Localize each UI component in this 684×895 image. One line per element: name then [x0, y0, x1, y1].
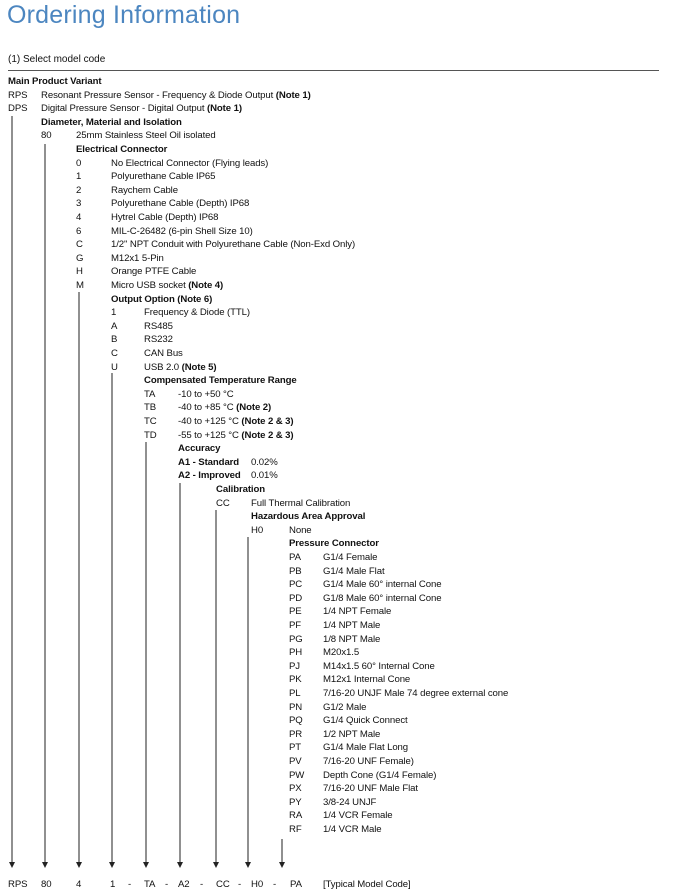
pressure-code: PD: [289, 592, 303, 604]
note-ref: (Note 2 & 3): [238, 416, 294, 427]
electrical-code: G: [76, 252, 84, 264]
electrical-description: Micro USB socket (Note 4): [111, 280, 224, 291]
output-code: C: [111, 348, 118, 359]
typical-code-part: 4: [76, 879, 82, 890]
pressure-description: G1/8 Male 60° internal Cone: [323, 592, 442, 604]
electrical-code: 2: [76, 184, 82, 196]
pressure-description: 7/16-20 UNF Male Flat: [323, 783, 418, 795]
section-heading-pressure: Pressure Connector: [289, 538, 379, 550]
temperature-code: TD: [144, 429, 157, 441]
pressure-code: PG: [289, 633, 303, 645]
pressure-description: 1/8 NPT Male: [323, 633, 381, 645]
pressure-code: PX: [289, 783, 302, 795]
arrow-head-icon: [143, 862, 149, 868]
typical-code-part: 80: [41, 879, 52, 890]
pressure-description: 7/16-20 UNJF Male 74 degree external cone: [323, 688, 509, 699]
arrow-head-icon: [213, 862, 219, 868]
arrow-head-icon: [76, 862, 82, 868]
section-heading-temperature: Compensated Temperature Range: [144, 375, 297, 387]
variant-code: DPS: [8, 103, 28, 115]
output-description: Frequency & Diode (TTL): [144, 307, 250, 319]
note-ref: (Note 2 & 3): [238, 429, 294, 441]
calibration-description: Full Thermal Calibration: [251, 497, 351, 509]
code-separator: -: [128, 879, 132, 890]
pressure-description: G1/4 Quick Connect: [323, 715, 408, 727]
pressure-code: PR: [289, 728, 303, 740]
section-heading-output: Output Option (Note 6): [111, 293, 213, 305]
arrow-head-icon: [42, 862, 48, 868]
code-separator: -: [165, 879, 169, 890]
section-heading-calibration: Calibration: [216, 484, 266, 495]
output-description: CAN Bus: [144, 348, 183, 359]
note-ref: (Note 1): [273, 89, 311, 101]
output-code: U: [111, 361, 118, 373]
typical-code-part: RPS: [8, 879, 28, 890]
output-code: B: [111, 334, 118, 346]
pressure-code: PN: [289, 701, 303, 713]
typical-code-part: A2: [178, 879, 190, 890]
arrow-head-icon: [279, 862, 285, 868]
calibration-code: CC: [216, 497, 230, 509]
variant-description: Digital Pressure Sensor - Digital Output (Note 1): [41, 103, 242, 115]
typical-model-code-label: [Typical Model Code]: [323, 879, 411, 890]
pressure-description: G1/4 Male 60° internal Cone: [323, 579, 442, 591]
accuracy-description: 0.01%: [251, 470, 278, 482]
temperature-description: -10 to +50 °C: [178, 388, 234, 400]
accuracy-description: 0.02%: [251, 456, 278, 468]
typical-code-part: H0: [251, 879, 264, 890]
pressure-code: RA: [289, 810, 303, 822]
arrow-head-icon: [109, 862, 115, 868]
temperature-code: TA: [144, 388, 156, 400]
variant-description: Resonant Pressure Sensor - Frequency & Diode Output (Note 1): [41, 89, 311, 101]
typical-code-part: CC: [216, 879, 230, 890]
section-heading-diameter: Diameter, Material and Isolation: [41, 116, 182, 128]
arrow-head-icon: [9, 862, 15, 868]
electrical-description: Orange PTFE Cable: [111, 266, 197, 278]
pressure-description: 7/16-20 UNF Female): [323, 756, 414, 767]
pressure-code: PE: [289, 606, 302, 618]
hazard-code: H0: [251, 524, 264, 536]
section-heading-electrical: Electrical Connector: [76, 144, 168, 155]
pressure-description: M20x1.5: [323, 647, 360, 659]
pressure-description: 1/2 NPT Male: [323, 728, 381, 740]
pressure-description: 1/4 NPT Female: [323, 606, 392, 618]
pressure-description: Depth Cone (G1/4 Female): [323, 769, 437, 781]
electrical-description: MIL-C-26482 (6-pin Shell Size 10): [111, 225, 253, 237]
code-separator: -: [273, 879, 277, 890]
pressure-description: M14x1.5 60° Internal Cone: [323, 660, 435, 672]
typical-code-part: PA: [290, 879, 302, 890]
pressure-code: PV: [289, 756, 302, 767]
temperature-description: -40 to +125 °C (Note 2 & 3): [178, 416, 294, 427]
electrical-description: 1/2" NPT Conduit with Polyurethane Cable (Non-Exd Only): [111, 239, 356, 251]
output-code: A: [111, 320, 118, 332]
pressure-code: PA: [289, 552, 301, 563]
code-separator: -: [238, 879, 242, 890]
typical-code-part: 1: [110, 879, 116, 890]
typical-code-part: TA: [144, 879, 156, 890]
pressure-description: G1/2 Male: [323, 701, 367, 713]
pressure-description: G1/4 Male Flat Long: [323, 742, 409, 754]
pressure-description: 1/4 NPT Male: [323, 620, 381, 631]
temperature-description: -40 to +85 °C (Note 2): [178, 402, 272, 414]
pressure-description: G1/4 Female: [323, 552, 378, 563]
select-model-label: (1) Select model code: [8, 54, 106, 65]
electrical-description: Raychem Cable: [111, 184, 178, 196]
pressure-description: M12x1 Internal Cone: [323, 674, 411, 686]
accuracy-code: A2 - Improved: [178, 470, 241, 482]
pressure-code: RF: [289, 824, 302, 835]
electrical-code: 0: [76, 157, 82, 169]
note-ref: (Note 2): [233, 402, 272, 414]
temperature-code: TC: [144, 416, 157, 427]
pressure-code: PT: [289, 742, 302, 754]
pressure-description: 3/8-24 UNJF: [323, 796, 377, 808]
arrow-head-icon: [177, 862, 183, 868]
electrical-code: 3: [76, 198, 82, 210]
diameter-code: 80: [41, 130, 52, 142]
pressure-code: PJ: [289, 660, 300, 672]
note-ref: (Note 1): [204, 103, 242, 115]
pressure-description: 1/4 VCR Male: [323, 824, 382, 835]
pressure-description: 1/4 VCR Female: [323, 810, 393, 822]
output-code: 1: [111, 307, 117, 319]
pressure-description: G1/4 Male Flat: [323, 565, 385, 577]
electrical-code: H: [76, 266, 83, 278]
electrical-description: Polyurethane Cable IP65: [111, 171, 216, 183]
electrical-code: 6: [76, 225, 82, 237]
section-heading-accuracy: Accuracy: [178, 443, 221, 455]
output-description: RS485: [144, 320, 173, 332]
output-description: USB 2.0 (Note 5): [144, 361, 217, 373]
accuracy-code: A1 - Standard: [178, 456, 240, 468]
pressure-code: PY: [289, 796, 302, 808]
electrical-description: Polyurethane Cable (Depth) IP68: [111, 198, 250, 210]
pressure-code: PW: [289, 769, 305, 781]
pressure-code: PH: [289, 647, 303, 659]
section-heading-main-variant: Main Product Variant: [8, 76, 102, 87]
diameter-description: 25mm Stainless Steel Oil isolated: [76, 130, 216, 142]
pressure-code: PK: [289, 674, 302, 686]
electrical-description: M12x1 5-Pin: [111, 252, 164, 264]
note-ref: (Note 4): [185, 280, 224, 291]
arrow-head-icon: [245, 862, 251, 868]
pressure-code: PC: [289, 579, 303, 591]
temperature-description: -55 to +125 °C (Note 2 & 3): [178, 429, 294, 441]
pressure-code: PQ: [289, 715, 303, 727]
section-heading-hazard: Hazardous Area Approval: [251, 511, 366, 523]
electrical-code: M: [76, 280, 84, 291]
electrical-description: Hytrel Cable (Depth) IP68: [111, 212, 219, 223]
pressure-code: PL: [289, 688, 301, 699]
note-ref: (Note 5): [179, 361, 217, 373]
hazard-description: None: [289, 524, 312, 536]
electrical-description: No Electrical Connector (Flying leads): [111, 157, 269, 169]
pressure-code: PB: [289, 565, 302, 577]
variant-code: RPS: [8, 89, 28, 101]
temperature-code: TB: [144, 402, 157, 414]
code-separator: -: [200, 879, 204, 890]
pressure-code: PF: [289, 620, 302, 631]
electrical-code: 1: [76, 171, 82, 183]
page-title: Ordering Information: [7, 1, 241, 29]
electrical-code: 4: [76, 212, 82, 223]
electrical-code: C: [76, 239, 83, 251]
output-description: RS232: [144, 334, 173, 346]
